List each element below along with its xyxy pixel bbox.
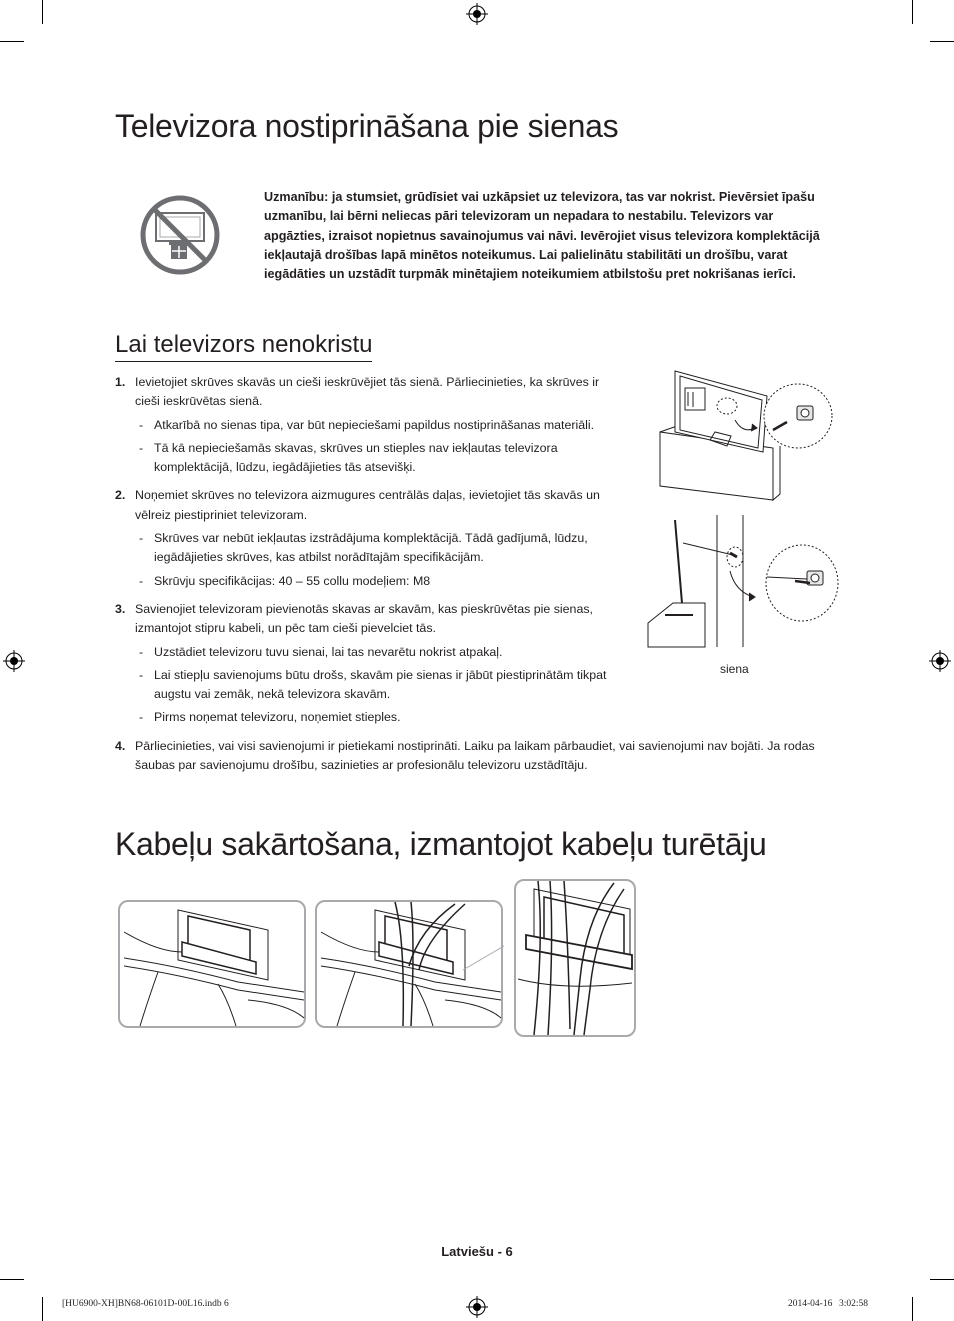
- crop-mark: [912, 1297, 913, 1321]
- crop-mark: [42, 1297, 43, 1321]
- sub-item-text: Pirms noņemat televizoru, noņemiet stieples.: [154, 710, 401, 725]
- step-number: 2.: [115, 488, 126, 503]
- step-text: Savienojiet televizoram pievienotās skavas ar skavām, kas pieskrūvētas pie sienas, izmantojot stipru kabeli, un pēc tam cieši pievelciet tās.: [135, 601, 593, 636]
- section-title: Kabeļu sakārtošana, izmantojot kabeļu turētāju: [115, 826, 767, 862]
- registration-mark-icon: [466, 1296, 488, 1318]
- print-info-timestamp: 2014-04-16 3:02:58: [788, 1299, 869, 1309]
- crop-mark: [930, 1279, 954, 1280]
- registration-mark-icon: [3, 650, 25, 672]
- sub-item-text: Uzstādiet televizoru tuvu sienai, lai tas nevarētu nokrist atpakaļ.: [154, 644, 503, 659]
- step-text: Pārliecinieties, vai visi savienojumi ir pietiekami nostiprināti. Laiku pa laikam pārbaudiet, vai savienojumi nav bojāti. Ja rodas šaubas par savienojumu drošību, sazinieties ar profesionālu televizoru uzstādītāju.: [135, 738, 815, 773]
- step-text: Noņemiet skrūves no televizora aizmugures centrālās daļas, ievietojiet tās skavās un vēlreiz piestipriniet televizoram.: [135, 488, 600, 522]
- step-number: 4.: [115, 738, 126, 753]
- sub-item: - Lai stiepļu savienojums būtu drošs, skavām pie sienas ir jābūt piestiprinātām tikpat augstu vai zemāk, nekā televizora skavām.: [139, 667, 607, 702]
- page-title: Televizora nostiprināšana pie sienas: [115, 108, 619, 144]
- sub-item-text: Lai stiepļu savienojums būtu drošs, skavām pie sienas ir jābūt piestiprinātām tikpat augstu vai zemāk, nekā televizora skavām.: [154, 667, 607, 702]
- tv-back-bracket-illustration: [655, 366, 840, 506]
- crop-mark: [42, 0, 43, 24]
- list-item: [115, 737, 837, 776]
- step-number: 3.: [115, 601, 126, 616]
- registration-mark-icon: [929, 650, 951, 672]
- cable-holder-zoom-illustration: [514, 879, 636, 1037]
- crop-mark: [930, 41, 954, 42]
- warning-paragraph: Uzmanību: ja stumsiet, grūdīsiet vai uzkāpsiet uz televizora, tas var nokrist. Pievērsiet īpašu uzmanību, lai bērni neliecas pāri televizoram un nepadara to nestabilu. Televizors var apgāzties, izraisot nopietnus savainojumus vai nāvi. Ievērojiet visus televizora komplektācijā iekļautajā drošības lapā minētos noteikumus. Lai palielinātu stabilitāti un drošību, varat iegādāties un uzstādīt turpmāk minētajiem noteikumiem atbilstošu pret nokrišanas ierīci.: [264, 190, 820, 282]
- sub-item-text: Skrūvju specifikācijas: 40 – 55 collu modeļiem: M8: [154, 573, 431, 588]
- subsection-title: Lai televizors nenokristu: [115, 331, 372, 362]
- crop-mark: [912, 0, 913, 24]
- sub-item: - Skrūvju specifikācijas: 40 – 55 collu modeļiem: M8: [139, 573, 431, 588]
- crop-mark: [0, 1279, 24, 1280]
- step-number: 1.: [115, 375, 126, 389]
- sub-item-text: Tā kā nepieciešamās skavas, skrūves un stieples nav iekļautas televizora komplektācijā, lūdzu, iegādājieties tās atsevišķi.: [154, 440, 558, 475]
- sub-item-text: Skrūves var nebūt iekļautas izstrādājuma komplektācijā. Tādā gadījumā, lūdzu, iegādājieties skrūves, kas atbilst norādītajām specifikācijām.: [154, 531, 588, 565]
- print-info-file: [HU6900-XH]BN68-06101D-00L16.indb 6: [62, 1299, 229, 1309]
- wall-side-view-illustration: [645, 515, 840, 655]
- sub-item: - Uzstādiet televizoru tuvu sienai, lai tas nevarētu nokrist atpakaļ.: [139, 644, 503, 659]
- no-climbing-warning-icon: [138, 193, 222, 277]
- cable-holder-illustration-1: [118, 900, 307, 1028]
- figure-caption: siena: [720, 662, 749, 676]
- sub-item: - Atkarībā no sienas tipa, var būt nepieciešami papildus nostiprināšanas materiāli.: [139, 417, 595, 432]
- registration-mark-icon: [466, 3, 488, 25]
- page-number: Latviešu - 6: [441, 1244, 513, 1259]
- sub-item: - Tā kā nepieciešamās skavas, skrūves un stieples nav iekļautas televizora komplektācijā, lūdzu, iegādājieties tās atsevišķi.: [139, 440, 558, 475]
- sub-item: - Pirms noņemat televizoru, noņemiet stieples.: [139, 710, 401, 725]
- crop-mark: [0, 41, 24, 42]
- sub-item-text: Atkarībā no sienas tipa, var būt nepieciešami papildus nostiprināšanas materiāli.: [154, 417, 595, 432]
- sub-item: - Skrūves var nebūt iekļautas izstrādājuma komplektācijā. Tādā gadījumā, lūdzu, iegādājieties skrūves, kas atbilst norādītajām specifikācijām.: [139, 531, 588, 565]
- cable-holder-illustration-2: [315, 900, 504, 1028]
- step-text: Ievietojiet skrūves skavās un cieši ieskrūvējiet tās sienā. Pārliecinieties, ka skrūves ir cieši ieskrūvētas sienā.: [135, 375, 600, 409]
